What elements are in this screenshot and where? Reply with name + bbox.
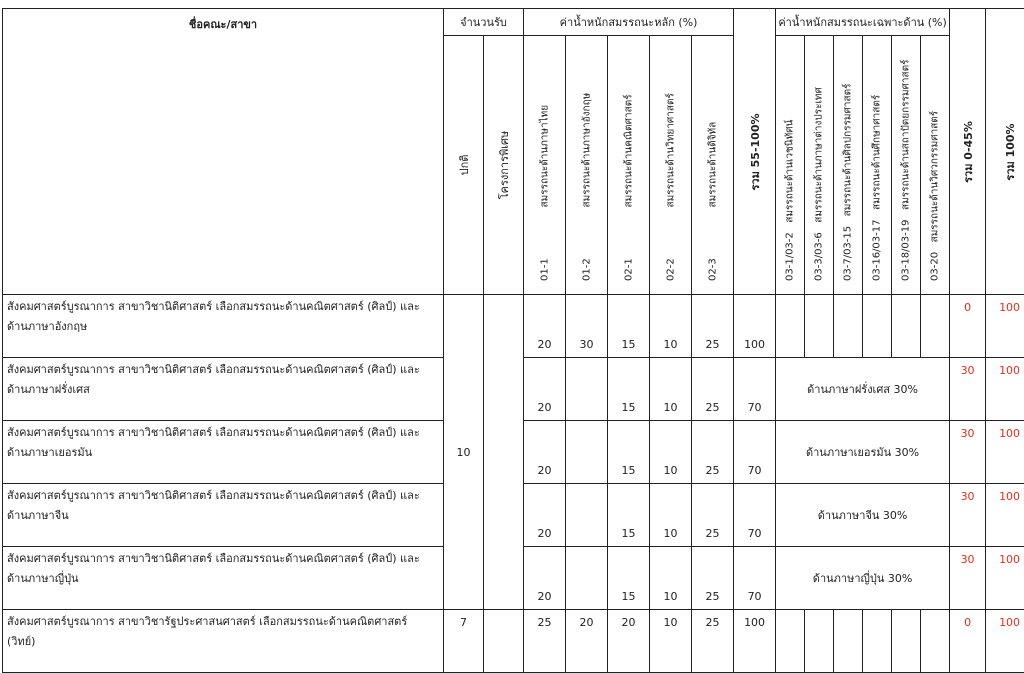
row-name: สังคมศาสตร์บูรณาการ สาขาวิชานิติศาสตร์ เลือกสมรรถนะด้านคณิตศาสตร์ (ศิลป์) และด้านภาษาอังกฤษ [3, 295, 444, 358]
sum-total-cell: 100 [986, 421, 1024, 484]
header-special-program [484, 36, 524, 295]
special-col-label: 03-3/03-6 สมรรถนะด้านภาษาต่างประเทศ [813, 87, 826, 281]
cell: 15 [608, 295, 650, 358]
cell: 25 [692, 484, 734, 547]
cell [776, 295, 805, 358]
cell [892, 295, 921, 358]
intake-regular: 10 [444, 295, 484, 610]
row-name: สังคมศาสตร์บูรณาการ สาขาวิชานิติศาสตร์ เลือกสมรรถนะด้านคณิตศาสตร์ (ศิลป์) และด้านภาษาจีน [3, 484, 444, 547]
core-col-label: 02-1 สมรรถนะด้านคณิตศาสตร์ [622, 94, 635, 281]
header-special-program-label: โครงการพิเศษ [495, 131, 513, 200]
cell [863, 295, 892, 358]
header-regular [444, 36, 484, 295]
sum-special-cell: 30 [950, 421, 986, 484]
row-name: สังคมศาสตร์บูรณาการ สาขาวิชานิติศาสตร์ เลือกสมรรถนะด้านคณิตศาสตร์ (ศิลป์) และด้านภาษาญี่ปุ่น [3, 547, 444, 610]
table-row [3, 610, 1024, 673]
cell: 15 [608, 358, 650, 421]
cell: 25 [692, 421, 734, 484]
special-col-label: 03-18/03-19 สมรรถนะด้านสถาปัตยกรรมศาสตร์ [900, 60, 913, 281]
intake-special [484, 295, 524, 610]
cell [834, 610, 863, 673]
cell [921, 295, 950, 358]
core-col-label: 02-3 สมรรถนะด้านดิจิทัล [706, 122, 719, 281]
cell: 10 [650, 358, 692, 421]
sum-core-cell: 70 [734, 358, 776, 421]
cell: 10 [650, 484, 692, 547]
core-col-label: 01-1 สมรรถนะด้านภาษาไทย [538, 105, 551, 281]
header-special-weight: ค่าน้ำหนักสมรรถนะเฉพาะด้าน (%) [776, 9, 950, 36]
special-col-label: 03-20 สมรรถนะด้านวิศวกรรมศาสตร์ [929, 111, 942, 281]
table-row [3, 295, 1024, 358]
header-sum-special [950, 9, 986, 295]
sum-core-cell: 70 [734, 547, 776, 610]
special-col [892, 36, 921, 295]
intake-special [484, 610, 524, 673]
cell: 20 [524, 358, 566, 421]
sum-total-cell: 100 [986, 547, 1024, 610]
header-faculty: ชื่อคณะ/สาขา [3, 9, 444, 295]
sum-total-cell: 100 [986, 295, 1024, 358]
cell [863, 610, 892, 673]
cell [892, 610, 921, 673]
cell: 25 [692, 610, 734, 673]
cell: 30 [566, 295, 608, 358]
core-col [650, 36, 692, 295]
admission-weights-table [2, 8, 1024, 673]
cell: 10 [650, 421, 692, 484]
row-name: สังคมศาสตร์บูรณาการ สาขาวิชานิติศาสตร์ เลือกสมรรถนะด้านคณิตศาสตร์ (ศิลป์) และด้านภาษาฝรั่งเศส [3, 358, 444, 421]
cell: 20 [566, 610, 608, 673]
cell [805, 295, 834, 358]
sum-special-cell: 30 [950, 547, 986, 610]
cell [921, 610, 950, 673]
row-name: สังคมศาสตร์บูรณาการ สาขาวิชารัฐประศาสนศาสตร์ เลือกสมรรถนะด้านคณิตศาสตร์ (วิทย์) [3, 610, 444, 673]
special-col [805, 36, 834, 295]
row-name: สังคมศาสตร์บูรณาการ สาขาวิชานิติศาสตร์ เลือกสมรรถนะด้านคณิตศาสตร์ (ศิลป์) และด้านภาษาเยอรมัน [3, 421, 444, 484]
cell: 10 [650, 610, 692, 673]
core-col [608, 36, 650, 295]
header-sum-core [734, 9, 776, 295]
special-col [834, 36, 863, 295]
sum-core-cell: 100 [734, 295, 776, 358]
special-col [776, 36, 805, 295]
cell [805, 610, 834, 673]
special-col [921, 36, 950, 295]
cell: 10 [650, 547, 692, 610]
intake-regular: 7 [444, 610, 484, 673]
cell [566, 484, 608, 547]
sum-special-cell: 0 [950, 610, 986, 673]
cell: 20 [524, 547, 566, 610]
header-sum-special-label: รวม 0-45% [959, 121, 977, 183]
special-merged-cell: ด้านภาษาเยอรมัน 30% [776, 421, 950, 484]
cell: 25 [692, 295, 734, 358]
special-merged-cell: ด้านภาษาญี่ปุ่น 30% [776, 547, 950, 610]
core-col [692, 36, 734, 295]
header-core-weight: ค่าน้ำหนักสมรรถนะหลัก (%) [524, 9, 734, 36]
cell: 25 [692, 547, 734, 610]
cell: 20 [524, 484, 566, 547]
sum-core-cell: 70 [734, 484, 776, 547]
sum-special-cell: 0 [950, 295, 986, 358]
core-col-label: 02-2 สมรรถนะด้านวิทยาศาสตร์ [664, 93, 677, 281]
cell: 25 [692, 358, 734, 421]
cell [566, 547, 608, 610]
special-merged-cell: ด้านภาษาฝรั่งเศส 30% [776, 358, 950, 421]
special-col-label: 03-7/03-15 สมรรถนะด้านศิลปกรรมศาสตร์ [842, 84, 855, 281]
cell: 20 [524, 421, 566, 484]
special-merged-cell: ด้านภาษาจีน 30% [776, 484, 950, 547]
sum-total-cell: 100 [986, 358, 1024, 421]
sum-total-cell: 100 [986, 484, 1024, 547]
cell [566, 421, 608, 484]
header-sum-total-label: รวม 100% [1001, 123, 1019, 180]
core-col [566, 36, 608, 295]
special-col-label: 03-1/03-2 สมรรถนะด้านเวชนิทัศน์ [784, 120, 797, 281]
sum-special-cell: 30 [950, 358, 986, 421]
cell: 20 [524, 295, 566, 358]
header-regular-label: ปกติ [455, 155, 473, 176]
cell: 15 [608, 484, 650, 547]
special-col [863, 36, 892, 295]
cell: 20 [608, 610, 650, 673]
cell [834, 295, 863, 358]
sum-total-cell: 100 [986, 610, 1024, 673]
sum-core-cell: 70 [734, 421, 776, 484]
cell: 25 [524, 610, 566, 673]
header-sum-total [986, 9, 1024, 295]
cell [776, 610, 805, 673]
sum-special-cell: 30 [950, 484, 986, 547]
cell [566, 358, 608, 421]
cell: 10 [650, 295, 692, 358]
sum-core-cell: 100 [734, 610, 776, 673]
cell: 15 [608, 421, 650, 484]
core-col-label: 01-2 สมรรถนะด้านภาษาอังกฤษ [580, 93, 593, 281]
cell: 15 [608, 547, 650, 610]
header-intake: จำนวนรับ [444, 9, 524, 36]
special-col-label: 03-16/03-17 สมรรถนะด้านศึกษาศาสตร์ [871, 95, 884, 281]
header-sum-core-label: รวม 55-100% [746, 113, 764, 190]
core-col [524, 36, 566, 295]
